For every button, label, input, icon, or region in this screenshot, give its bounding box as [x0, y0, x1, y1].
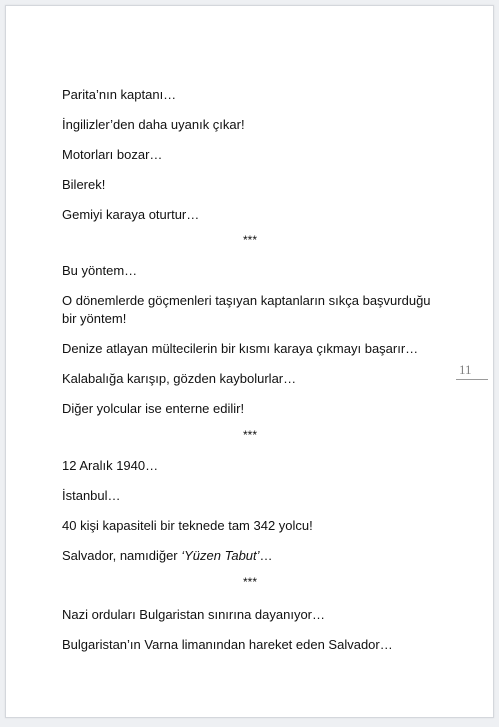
paragraph: 12 Aralık 1940…: [62, 458, 159, 473]
paragraph: Gemiyi karaya oturtur…: [62, 207, 200, 222]
paragraph: Denize atlayan mültecilerin bir kısmı karaya çıkmayı başarır…: [62, 341, 419, 356]
section-separator: ***: [242, 575, 257, 589]
paragraph: Bilerek!: [62, 177, 106, 192]
paragraph: [62, 547, 273, 565]
paragraph: İstanbul…: [62, 488, 121, 503]
paragraph: Bulgaristan’ın Varna limanından hareket eden Salvador…: [62, 637, 393, 652]
paragraph-text: Salvador, namıdiğer: [62, 548, 182, 563]
paragraph: Parita’nın kaptanı…: [62, 87, 177, 102]
paragraph: İngilizler’den daha uyanık çıkar!: [62, 117, 245, 132]
paragraph: Nazi orduları Bulgaristan sınırına dayanıyor…: [62, 607, 326, 622]
page-number-underline: [456, 379, 488, 380]
paragraph: O dönemlerde göçmenleri taşıyan kaptanların sıkça başvurduğu bir yöntem!: [62, 293, 431, 326]
page-number: 11: [459, 362, 472, 377]
paragraph-italic-text: ‘Yüzen Tabut’: [181, 548, 260, 563]
paragraph-text: …: [259, 548, 273, 563]
paragraph: 40 kişi kapasiteli bir teknede tam 342 yolcu!: [62, 518, 313, 533]
section-separator: ***: [242, 233, 257, 247]
paragraph: Diğer yolcular ise enterne edilir!: [62, 401, 245, 416]
document-page: [5, 5, 494, 718]
paragraph: Bu yöntem…: [62, 263, 138, 278]
paragraph: Motorları bozar…: [62, 147, 163, 162]
paragraph: Kalabalığa karışıp, gözden kaybolurlar…: [62, 371, 297, 386]
section-separator: ***: [242, 428, 257, 442]
